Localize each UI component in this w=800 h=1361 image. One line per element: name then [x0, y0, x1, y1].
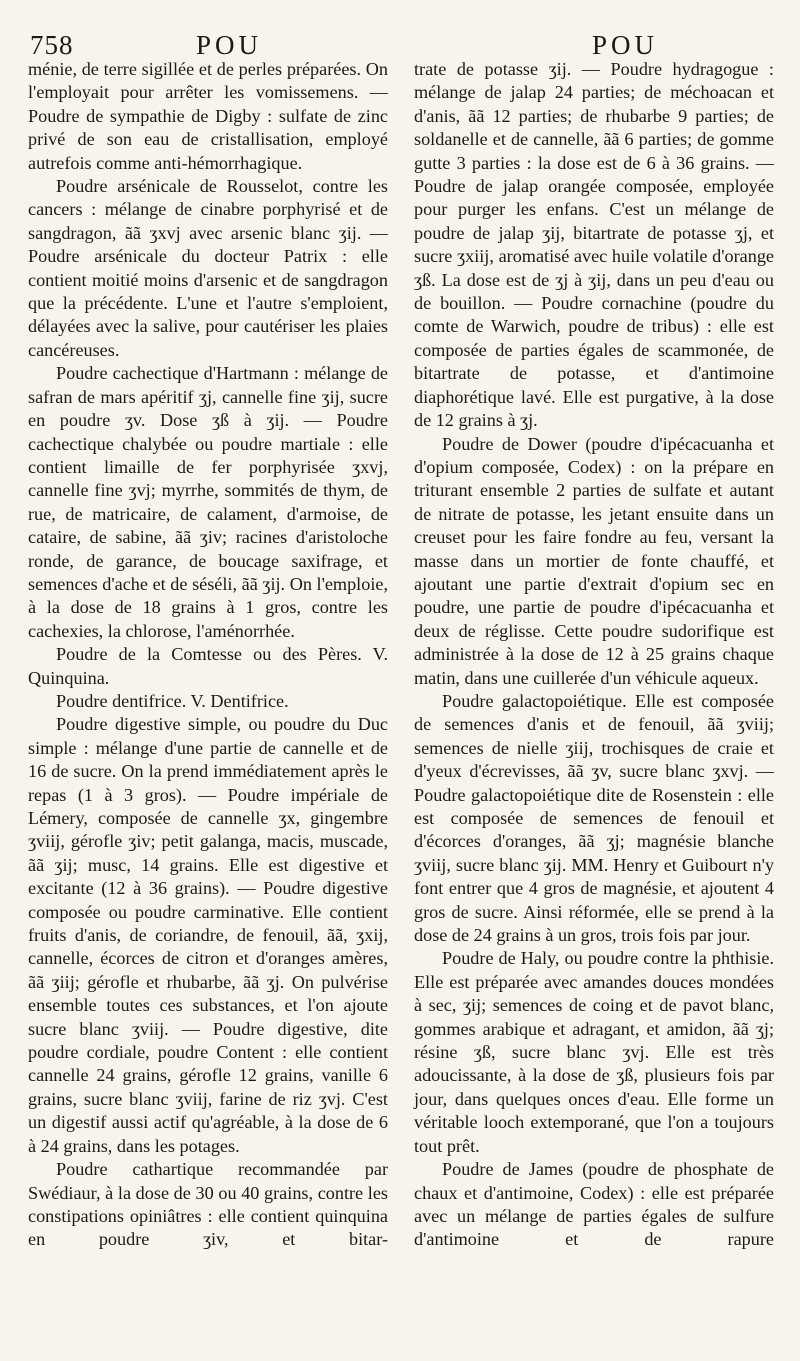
left-paragraph-7: Poudre cathartique recommandée par Swédiaur, à la dose de 30 ou 40 grains, contre les constipations opiniâtres : elle contient quinquina en poudre ʒiv, et bitar- [28, 1159, 388, 1250]
right-column [414, 58, 774, 1252]
left-paragraph-5: Poudre dentifrice. V. Dentifrice. [56, 690, 289, 711]
right-paragraph-3: Poudre galactopoiétique. Elle est composée de semences d'anis et de fenouil, ãã ʒviij; semences de nielle ʒiij, trochisques de craie et d'yeux d'écrevisses, ãã ʒv, sucre blanc ʒxvj. — Poudre galactopoiétique dite de Rosenstein : elle est composée de semences de fenouil et d'écorces d'oranges, ãã ʒj; magnésie blanche ʒviij, sucre blanc ʒij. MM. Henry et Guibourt n'y font entrer que 4 gros de magnésie, et ajoutent 4 gros de sucre. Ainsi réformée, elle se prend à la dose de 24 grains à un gros, trois fois par jour. [414, 690, 774, 946]
left-paragraph-6: Poudre digestive simple, ou poudre du Duc simple : mélange d'une partie de cannelle et de 16 de sucre. On la prend immédiatement après le repas (1 à 3 gros). — Poudre impériale de Lémery, composée de cannelle ʒx, gingembre ʒviij, gérofle ʒiv; petit galanga, macis, muscade, ãã ʒij; musc, 14 grains. Elle est digestive et excitante (12 à 36 grains). — Poudre digestive composée ou poudre carminative. Elle contient fruits d'anis, de coriandre, de fenouil, ãã, ʒxij, cannelle, écorces de citron et d'oranges amères, ãã ʒiij; gérofle et rhubarbe, ãã ʒj. On pulvérise ensemble toutes ces substances, et l'on ajoute sucre blanc ʒviij. — Poudre digestive, dite poudre cordiale, poudre Content : elle contient cannelle 24 grains, gérofle 12 grains, vanille 6 grains, sucre blanc ʒviij, farine de riz ʒvj. C'est un digestif aussi actif qu'agréable, à la dose de 6 à 24 grains, dans les potages. [28, 714, 388, 1156]
left-paragraph-2: Poudre arsénicale de Rousselot, contre les cancers : mélange de cinabre porphyrisé et de sangdragon, ãã ʒxvj avec arsenic blanc ʒij. — Poudre arsénicale du docteur Patrix : elle contient moitié moins d'arsenic et de sangdragon que la précédente. L'une et l'autre s'emploient, délayées avec la salive, pour cautériser les plaies cancéreuses. [28, 176, 388, 360]
running-header [28, 12, 774, 58]
page-number: 758 [30, 30, 74, 60]
running-head-left: POU [196, 30, 263, 60]
right-paragraph-2: Poudre de Dower (poudre d'ipécacuanha et d'opium composée, Codex) : on la prépare en triturant ensemble 2 parties de sulfate et autant de nitrate de potasse, les jetant ensuite dans un creuset pour les faire fondre au feu, versant la masse dans un mortier de fonte chauffé, et ajoutant une partie d'extrait d'opium sec en poudre, une partie de poudre d'ipécacuanha et deux de réglisse. Cette poudre sudorifique est administrée à la dose de 12 à 25 grains chaque matin, dans une cuillerée d'un véhicule aqueux. [414, 433, 774, 688]
text-columns [28, 58, 774, 1252]
left-paragraph-3: Poudre cachectique d'Hartmann : mélange de safran de mars apéritif ʒj, cannelle fine ʒij, sucre en poudre ʒv. Dose ʒß à ʒij. — Poudre cachectique chalybée ou poudre martiale : elle contient limaille de fer porphyrisée ʒxvj, cannelle fine ʒvj; myrrhe, sommités de thym, de rue, de matricaire, de calament, d'armoise, de cataire, de sabine, ãã ʒiv; racines d'aristoloche ronde, de garance, de boucage saxifrage, et semences d'ache et de séséli, ãã ʒij. On l'emploie, à la dose de 18 grains à 1 gros, contre les cachexies, la chlorose, l'aménorrhée. [28, 363, 388, 641]
right-paragraph-4: Poudre de Haly, ou poudre contre la phthisie. Elle est préparée avec amandes douces mondées à sec, ʒij; semences de coing et de pavot blanc, gommes arabique et adragant, et amidon, ãã ʒj; résine ʒß, sucre blanc ʒvj. Elle est très adoucissante, à la dose de ʒß, plusieurs fois par jour, dans quelques onces d'eau. Elle forme un véritable looch extemporané, que l'on a toujours tout prêt. [414, 948, 774, 1156]
left-paragraph-1: ménie, de terre sigillée et de perles préparées. On l'employait pour arrêter les vomissemens. — Poudre de sympathie de Digby : sulfate de zinc privé de son eau de cristallisation, employé autrefois comme anti-hémorrhagique. [28, 59, 388, 173]
running-head-right: POU [592, 30, 659, 60]
left-paragraph-4: Poudre de la Comtesse ou des Pères. V. Quinquina. [28, 644, 388, 688]
right-paragraph-1: trate de potasse ʒij. — Poudre hydragogue : mélange de jalap 24 parties; de méchoacan et d'anis, ãã 12 parties; de rhubarbe 9 parties; de soldanelle et de cannelle, ãã 6 parties; de gomme gutte 3 parties : la dose est de 6 à 36 grains. — Poudre de jalap orangée composée, employée pour purger les enfans. C'est un mélange de poudre de jalap ʒij, bitartrate de potasse ʒj, et sucre ʒxiij, aromatisé avec huile volatile d'orange ʒß. La dose est de ʒj à ʒij, dans un peu d'eau ou de bouillon. — Poudre cornachine (poudre du comte de Warwich, poudre de tribus) : elle est composée de parties égales de scammonée, de bitartrate de potasse, et d'antimoine diaphorétique lavé. Elle est purgative, à la dose de 12 grains à ʒj. [414, 59, 774, 431]
right-paragraph-5: Poudre de James (poudre de phosphate de chaux et d'antimoine, Codex) : elle est préparée avec un mélange de parties égales de sulfure d'antimoine et de rapure [414, 1159, 774, 1250]
left-column [28, 58, 388, 1252]
